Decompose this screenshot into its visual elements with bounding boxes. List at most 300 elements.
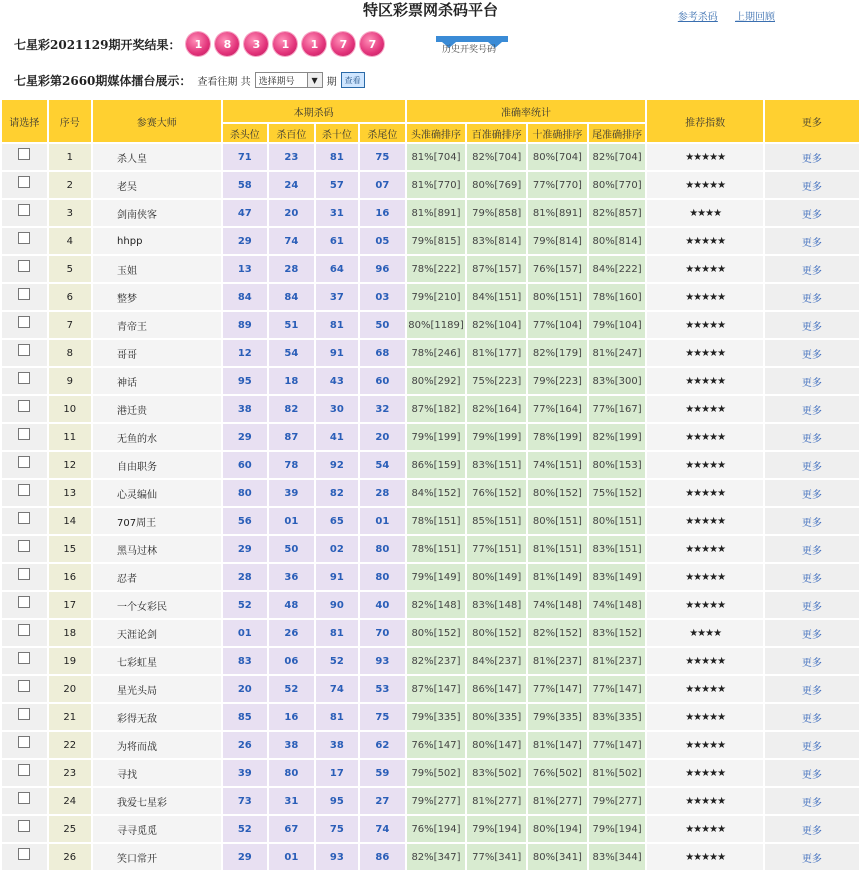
row-select-cell bbox=[1, 507, 48, 535]
kill-number: 20 bbox=[222, 675, 269, 703]
master-name: 港迁贵 bbox=[92, 395, 222, 423]
kill-number: 91 bbox=[315, 563, 360, 591]
accuracy-value: 83%[148] bbox=[466, 591, 527, 619]
accuracy-value: 77%[151] bbox=[466, 535, 527, 563]
master-name: 忍者 bbox=[92, 563, 222, 591]
master-name: 天涯论剑 bbox=[92, 619, 222, 647]
accuracy-value: 74%[148] bbox=[527, 591, 588, 619]
page-title: 特区彩票网杀码平台 bbox=[362, 1, 498, 19]
master-name: 黑马过林 bbox=[92, 535, 222, 563]
kill-number: 52 bbox=[222, 815, 269, 843]
kill-number: 27 bbox=[359, 787, 406, 815]
row-index: 22 bbox=[48, 731, 93, 759]
accuracy-value: 82%[164] bbox=[466, 395, 527, 423]
row-checkbox[interactable] bbox=[18, 484, 30, 496]
recommend-stars: ★★★★★ bbox=[646, 535, 763, 563]
recommend-stars: ★★★★★ bbox=[646, 563, 763, 591]
accuracy-value: 81%[704] bbox=[406, 143, 467, 171]
kill-number: 31 bbox=[268, 787, 315, 815]
accuracy-value: 81%[502] bbox=[588, 759, 647, 787]
accuracy-value: 78%[151] bbox=[406, 507, 467, 535]
header-stat-hundred[interactable]: 百准确排序 bbox=[466, 123, 527, 143]
accuracy-value: 86%[159] bbox=[406, 451, 467, 479]
row-index: 16 bbox=[48, 563, 93, 591]
table-row bbox=[1, 759, 860, 787]
kill-number: 52 bbox=[268, 675, 315, 703]
row-select-cell bbox=[1, 199, 48, 227]
result-ball: 1 bbox=[302, 32, 326, 56]
recommend-stars: ★★★★★ bbox=[646, 255, 763, 283]
header-select: 请选择 bbox=[1, 99, 48, 143]
accuracy-value: 81%[247] bbox=[588, 339, 647, 367]
row-checkbox[interactable] bbox=[18, 148, 30, 160]
more-link[interactable]: 更多 bbox=[764, 815, 860, 843]
master-name: 无鱼的水 bbox=[92, 423, 222, 451]
accuracy-value: 79%[335] bbox=[527, 703, 588, 731]
kill-number: 59 bbox=[359, 759, 406, 787]
table-row bbox=[1, 647, 860, 675]
recommend-stars: ★★★★★ bbox=[646, 171, 763, 199]
accuracy-value: 80%[152] bbox=[406, 619, 467, 647]
row-index: 11 bbox=[48, 423, 93, 451]
kill-number: 26 bbox=[268, 619, 315, 647]
row-checkbox[interactable] bbox=[18, 540, 30, 552]
accuracy-value: 77%[147] bbox=[588, 675, 647, 703]
kill-number: 56 bbox=[222, 507, 269, 535]
kill-number: 50 bbox=[268, 535, 315, 563]
row-checkbox[interactable] bbox=[18, 260, 30, 272]
kill-number: 85 bbox=[222, 703, 269, 731]
row-checkbox[interactable] bbox=[18, 624, 30, 636]
row-select-cell bbox=[1, 787, 48, 815]
recommend-stars: ★★★★★ bbox=[646, 843, 763, 871]
recommend-stars: ★★★★★ bbox=[646, 507, 763, 535]
accuracy-value: 80%[149] bbox=[466, 563, 527, 591]
kill-number: 17 bbox=[315, 759, 360, 787]
accuracy-value: 80%[194] bbox=[527, 815, 588, 843]
kill-number: 16 bbox=[359, 199, 406, 227]
row-checkbox[interactable] bbox=[18, 820, 30, 832]
accuracy-value: 84%[222] bbox=[588, 255, 647, 283]
recommend-stars: ★★★★ bbox=[646, 619, 763, 647]
accuracy-value: 82%[179] bbox=[527, 339, 588, 367]
kill-number: 54 bbox=[268, 339, 315, 367]
accuracy-value: 80%[770] bbox=[588, 171, 647, 199]
period-unit-text: 期 bbox=[326, 76, 337, 88]
row-checkbox[interactable] bbox=[18, 708, 30, 720]
row-checkbox[interactable] bbox=[18, 344, 30, 356]
more-link[interactable]: 更多 bbox=[764, 787, 860, 815]
table-row bbox=[1, 507, 860, 535]
kill-number: 05 bbox=[359, 227, 406, 255]
more-link[interactable]: 更多 bbox=[764, 171, 860, 199]
accuracy-value: 84%[152] bbox=[406, 479, 467, 507]
period-select[interactable] bbox=[255, 72, 323, 88]
kill-number: 90 bbox=[315, 591, 360, 619]
kill-number: 40 bbox=[359, 591, 406, 619]
kill-number: 93 bbox=[315, 843, 360, 871]
row-index: 24 bbox=[48, 787, 93, 815]
master-name: 一个女彩民 bbox=[92, 591, 222, 619]
row-checkbox[interactable] bbox=[18, 512, 30, 524]
result-ball: 1 bbox=[273, 32, 297, 56]
kill-number: 81 bbox=[315, 311, 360, 339]
accuracy-value: 86%[147] bbox=[466, 675, 527, 703]
more-link[interactable]: 更多 bbox=[764, 591, 860, 619]
chevron-down-icon: ▼ bbox=[307, 73, 322, 87]
accuracy-value: 77%[147] bbox=[527, 675, 588, 703]
kill-number: 12 bbox=[222, 339, 269, 367]
kill-number: 29 bbox=[222, 423, 269, 451]
kill-number: 68 bbox=[359, 339, 406, 367]
more-link[interactable]: 更多 bbox=[764, 535, 860, 563]
row-checkbox[interactable] bbox=[18, 568, 30, 580]
accuracy-value: 78%[199] bbox=[527, 423, 588, 451]
recommend-stars: ★★★★★ bbox=[646, 367, 763, 395]
table-row bbox=[1, 843, 860, 871]
accuracy-value: 81%[891] bbox=[406, 199, 467, 227]
kill-number: 74 bbox=[268, 227, 315, 255]
table-row bbox=[1, 255, 860, 283]
row-select-cell bbox=[1, 703, 48, 731]
row-checkbox[interactable] bbox=[18, 316, 30, 328]
accuracy-value: 80%[341] bbox=[527, 843, 588, 871]
kill-number: 80 bbox=[222, 479, 269, 507]
accuracy-value: 81%[149] bbox=[527, 563, 588, 591]
row-select-cell bbox=[1, 255, 48, 283]
master-name: 自由职务 bbox=[92, 451, 222, 479]
row-select-cell bbox=[1, 843, 48, 871]
accuracy-value: 77%[164] bbox=[527, 395, 588, 423]
recommend-stars: ★★★★★ bbox=[646, 143, 763, 171]
row-select-cell bbox=[1, 227, 48, 255]
kill-number: 75 bbox=[359, 143, 406, 171]
row-checkbox[interactable] bbox=[18, 764, 30, 776]
row-select-cell bbox=[1, 423, 48, 451]
more-link[interactable]: 更多 bbox=[764, 451, 860, 479]
reference-kill-link[interactable]: 参考杀码 bbox=[677, 12, 718, 23]
master-name: 星光头局 bbox=[92, 675, 222, 703]
accuracy-value: 76%[194] bbox=[406, 815, 467, 843]
more-link[interactable]: 更多 bbox=[764, 479, 860, 507]
table-row bbox=[1, 199, 860, 227]
more-link[interactable]: 更多 bbox=[764, 255, 860, 283]
accuracy-value: 83%[300] bbox=[588, 367, 647, 395]
kill-number: 01 bbox=[222, 619, 269, 647]
accuracy-value: 74%[151] bbox=[527, 451, 588, 479]
result-balls bbox=[186, 32, 389, 56]
master-name: 心灵编仙 bbox=[92, 479, 222, 507]
kill-number: 29 bbox=[222, 843, 269, 871]
accuracy-value: 87%[182] bbox=[406, 395, 467, 423]
row-index: 13 bbox=[48, 479, 93, 507]
row-checkbox[interactable] bbox=[18, 232, 30, 244]
row-select-cell bbox=[1, 395, 48, 423]
accuracy-value: 79%[199] bbox=[406, 423, 467, 451]
accuracy-value: 75%[223] bbox=[466, 367, 527, 395]
table-row bbox=[1, 395, 860, 423]
row-checkbox[interactable] bbox=[18, 792, 30, 804]
kill-number: 58 bbox=[222, 171, 269, 199]
accuracy-value: 81%[147] bbox=[527, 731, 588, 759]
more-link[interactable]: 更多 bbox=[764, 423, 860, 451]
header-links bbox=[664, 8, 775, 23]
accuracy-value: 79%[210] bbox=[406, 283, 467, 311]
master-name: 剑南侠客 bbox=[92, 199, 222, 227]
table-row bbox=[1, 479, 860, 507]
accuracy-value: 82%[857] bbox=[588, 199, 647, 227]
kill-number: 29 bbox=[222, 535, 269, 563]
master-name: 707周王 bbox=[92, 507, 222, 535]
header-kill-tail: 杀尾位 bbox=[359, 123, 406, 143]
more-link[interactable]: 更多 bbox=[764, 339, 860, 367]
row-checkbox[interactable] bbox=[18, 176, 30, 188]
kill-number: 83 bbox=[222, 647, 269, 675]
kill-number: 36 bbox=[268, 563, 315, 591]
row-select-cell bbox=[1, 815, 48, 843]
row-select-cell bbox=[1, 479, 48, 507]
row-checkbox[interactable] bbox=[18, 288, 30, 300]
accuracy-value: 79%[814] bbox=[527, 227, 588, 255]
kill-number: 38 bbox=[222, 395, 269, 423]
accuracy-value: 80%[151] bbox=[527, 507, 588, 535]
recommend-stars: ★★★★★ bbox=[646, 675, 763, 703]
kill-number: 18 bbox=[268, 367, 315, 395]
accuracy-value: 80%[814] bbox=[588, 227, 647, 255]
row-index: 14 bbox=[48, 507, 93, 535]
accuracy-value: 76%[147] bbox=[406, 731, 467, 759]
more-link[interactable]: 更多 bbox=[764, 619, 860, 647]
row-checkbox[interactable] bbox=[18, 848, 30, 860]
row-checkbox[interactable] bbox=[18, 736, 30, 748]
kill-number: 03 bbox=[359, 283, 406, 311]
kill-number: 65 bbox=[315, 507, 360, 535]
kill-number: 50 bbox=[359, 311, 406, 339]
row-index: 1 bbox=[48, 143, 93, 171]
more-link[interactable]: 更多 bbox=[764, 283, 860, 311]
master-name: 玉姐 bbox=[92, 255, 222, 283]
more-link[interactable]: 更多 bbox=[764, 367, 860, 395]
row-checkbox[interactable] bbox=[18, 456, 30, 468]
row-checkbox[interactable] bbox=[18, 400, 30, 412]
accuracy-value: 79%[277] bbox=[406, 787, 467, 815]
master-name: 我爱七星彩 bbox=[92, 787, 222, 815]
accuracy-value: 83%[151] bbox=[588, 535, 647, 563]
kill-number: 64 bbox=[315, 255, 360, 283]
accuracy-value: 77%[341] bbox=[466, 843, 527, 871]
accuracy-value: 87%[157] bbox=[466, 255, 527, 283]
row-index: 12 bbox=[48, 451, 93, 479]
master-name: 寻找 bbox=[92, 759, 222, 787]
accuracy-value: 77%[104] bbox=[527, 311, 588, 339]
more-link[interactable]: 更多 bbox=[764, 143, 860, 171]
more-link[interactable]: 更多 bbox=[764, 731, 860, 759]
accuracy-value: 78%[151] bbox=[406, 535, 467, 563]
accuracy-value: 83%[502] bbox=[466, 759, 527, 787]
kill-number: 81 bbox=[315, 703, 360, 731]
history-draws-button[interactable] bbox=[436, 34, 508, 55]
row-select-cell bbox=[1, 731, 48, 759]
more-link[interactable]: 更多 bbox=[764, 507, 860, 535]
kill-number: 24 bbox=[268, 171, 315, 199]
master-name: 神话 bbox=[92, 367, 222, 395]
table-row bbox=[1, 815, 860, 843]
kill-number: 53 bbox=[359, 675, 406, 703]
kill-number: 70 bbox=[359, 619, 406, 647]
draw-result-label: 七星彩2021129期开奖结果： bbox=[14, 37, 181, 52]
more-link[interactable]: 更多 bbox=[764, 227, 860, 255]
kill-number: 81 bbox=[315, 619, 360, 647]
recommend-stars: ★★★★★ bbox=[646, 423, 763, 451]
kill-number: 60 bbox=[359, 367, 406, 395]
master-name: 七彩虹星 bbox=[92, 647, 222, 675]
accuracy-value: 80%[769] bbox=[466, 171, 527, 199]
header-master: 参赛大师 bbox=[92, 99, 222, 143]
query-button[interactable]: 查看 bbox=[341, 72, 365, 88]
kill-number: 95 bbox=[222, 367, 269, 395]
header-stat-ten[interactable]: 十准确排序 bbox=[527, 123, 588, 143]
history-draws-label: 历史开奖号码 bbox=[442, 45, 497, 55]
row-checkbox[interactable] bbox=[18, 204, 30, 216]
accuracy-value: 81%[177] bbox=[466, 339, 527, 367]
accuracy-value: 84%[237] bbox=[466, 647, 527, 675]
accuracy-value: 79%[194] bbox=[588, 815, 647, 843]
kill-number: 01 bbox=[268, 507, 315, 535]
row-index: 23 bbox=[48, 759, 93, 787]
kill-number: 57 bbox=[315, 171, 360, 199]
result-ball: 8 bbox=[215, 32, 239, 56]
header-kill-head: 杀头位 bbox=[222, 123, 269, 143]
accuracy-value: 82%[104] bbox=[466, 311, 527, 339]
row-select-cell bbox=[1, 647, 48, 675]
accuracy-value: 81%[277] bbox=[466, 787, 527, 815]
table-row bbox=[1, 787, 860, 815]
accuracy-value: 83%[151] bbox=[466, 451, 527, 479]
kill-number: 96 bbox=[359, 255, 406, 283]
more-link[interactable]: 更多 bbox=[764, 311, 860, 339]
row-checkbox[interactable] bbox=[18, 680, 30, 692]
more-link[interactable]: 更多 bbox=[764, 199, 860, 227]
accuracy-value: 80%[1189] bbox=[406, 311, 467, 339]
accuracy-value: 80%[335] bbox=[466, 703, 527, 731]
accuracy-value: 82%[704] bbox=[466, 143, 527, 171]
header-stat-head[interactable]: 头准确排序 bbox=[406, 123, 467, 143]
kill-number: 80 bbox=[268, 759, 315, 787]
accuracy-value: 79%[502] bbox=[406, 759, 467, 787]
last-review-link[interactable]: 上期回顾 bbox=[735, 12, 775, 23]
row-index: 9 bbox=[48, 367, 93, 395]
table-row bbox=[1, 143, 860, 171]
master-name: hhpp bbox=[92, 227, 222, 255]
master-name: 笑口常开 bbox=[92, 843, 222, 871]
more-link[interactable]: 更多 bbox=[764, 675, 860, 703]
row-checkbox[interactable] bbox=[18, 596, 30, 608]
accuracy-value: 83%[152] bbox=[588, 619, 647, 647]
row-index: 3 bbox=[48, 199, 93, 227]
header-stat-group: 准确率统计 bbox=[406, 99, 647, 123]
accuracy-value: 77%[147] bbox=[588, 731, 647, 759]
kill-number: 30 bbox=[315, 395, 360, 423]
kill-number: 39 bbox=[222, 759, 269, 787]
kill-number: 39 bbox=[268, 479, 315, 507]
kill-number: 43 bbox=[315, 367, 360, 395]
kill-code-table bbox=[1, 99, 860, 871]
kill-number: 48 bbox=[268, 591, 315, 619]
more-link[interactable]: 更多 bbox=[764, 647, 860, 675]
header-recommend: 推荐指数 bbox=[646, 99, 763, 143]
accuracy-value: 81%[891] bbox=[527, 199, 588, 227]
kill-number: 23 bbox=[268, 143, 315, 171]
header-index: 序号 bbox=[48, 99, 93, 143]
more-link[interactable]: 更多 bbox=[764, 843, 860, 871]
kill-number: 29 bbox=[222, 227, 269, 255]
kill-number: 37 bbox=[315, 283, 360, 311]
kill-number: 02 bbox=[315, 535, 360, 563]
accuracy-value: 79%[815] bbox=[406, 227, 467, 255]
master-name: 杀人皇 bbox=[92, 143, 222, 171]
more-link[interactable]: 更多 bbox=[764, 395, 860, 423]
accuracy-value: 81%[277] bbox=[527, 787, 588, 815]
master-name: 为将而战 bbox=[92, 731, 222, 759]
table-row bbox=[1, 339, 860, 367]
kill-number: 71 bbox=[222, 143, 269, 171]
accuracy-value: 82%[347] bbox=[406, 843, 467, 871]
kill-number: 78 bbox=[268, 451, 315, 479]
recommend-stars: ★★★★ bbox=[646, 199, 763, 227]
header-more: 更多 bbox=[764, 99, 860, 143]
accuracy-value: 76%[502] bbox=[527, 759, 588, 787]
kill-number: 20 bbox=[268, 199, 315, 227]
accuracy-value: 83%[149] bbox=[588, 563, 647, 591]
table-row bbox=[1, 535, 860, 563]
accuracy-value: 81%[237] bbox=[588, 647, 647, 675]
row-index: 5 bbox=[48, 255, 93, 283]
header-stat-tail[interactable]: 尾准确排序 bbox=[588, 123, 647, 143]
kill-number: 75 bbox=[315, 815, 360, 843]
more-link[interactable]: 更多 bbox=[764, 703, 860, 731]
accuracy-value: 79%[194] bbox=[466, 815, 527, 843]
kill-number: 01 bbox=[359, 507, 406, 535]
kill-number: 91 bbox=[315, 339, 360, 367]
header-kill-group: 本期杀码 bbox=[222, 99, 406, 123]
accuracy-value: 76%[152] bbox=[466, 479, 527, 507]
kill-number: 51 bbox=[268, 311, 315, 339]
header-kill-ten: 杀十位 bbox=[315, 123, 360, 143]
row-select-cell bbox=[1, 535, 48, 563]
kill-number: 80 bbox=[359, 563, 406, 591]
table-row bbox=[1, 731, 860, 759]
row-checkbox[interactable] bbox=[18, 652, 30, 664]
kill-number: 84 bbox=[268, 283, 315, 311]
table-row bbox=[1, 675, 860, 703]
row-checkbox[interactable] bbox=[18, 428, 30, 440]
accuracy-value: 85%[151] bbox=[466, 507, 527, 535]
table-row bbox=[1, 171, 860, 199]
kill-number: 80 bbox=[359, 535, 406, 563]
kill-number: 38 bbox=[268, 731, 315, 759]
row-index: 25 bbox=[48, 815, 93, 843]
kill-number: 86 bbox=[359, 843, 406, 871]
kill-number: 16 bbox=[268, 703, 315, 731]
recommend-stars: ★★★★★ bbox=[646, 395, 763, 423]
row-checkbox[interactable] bbox=[18, 372, 30, 384]
accuracy-value: 78%[160] bbox=[588, 283, 647, 311]
row-select-cell bbox=[1, 143, 48, 171]
more-link[interactable]: 更多 bbox=[764, 759, 860, 787]
kill-number: 41 bbox=[315, 423, 360, 451]
more-link[interactable]: 更多 bbox=[764, 563, 860, 591]
row-select-cell bbox=[1, 619, 48, 647]
